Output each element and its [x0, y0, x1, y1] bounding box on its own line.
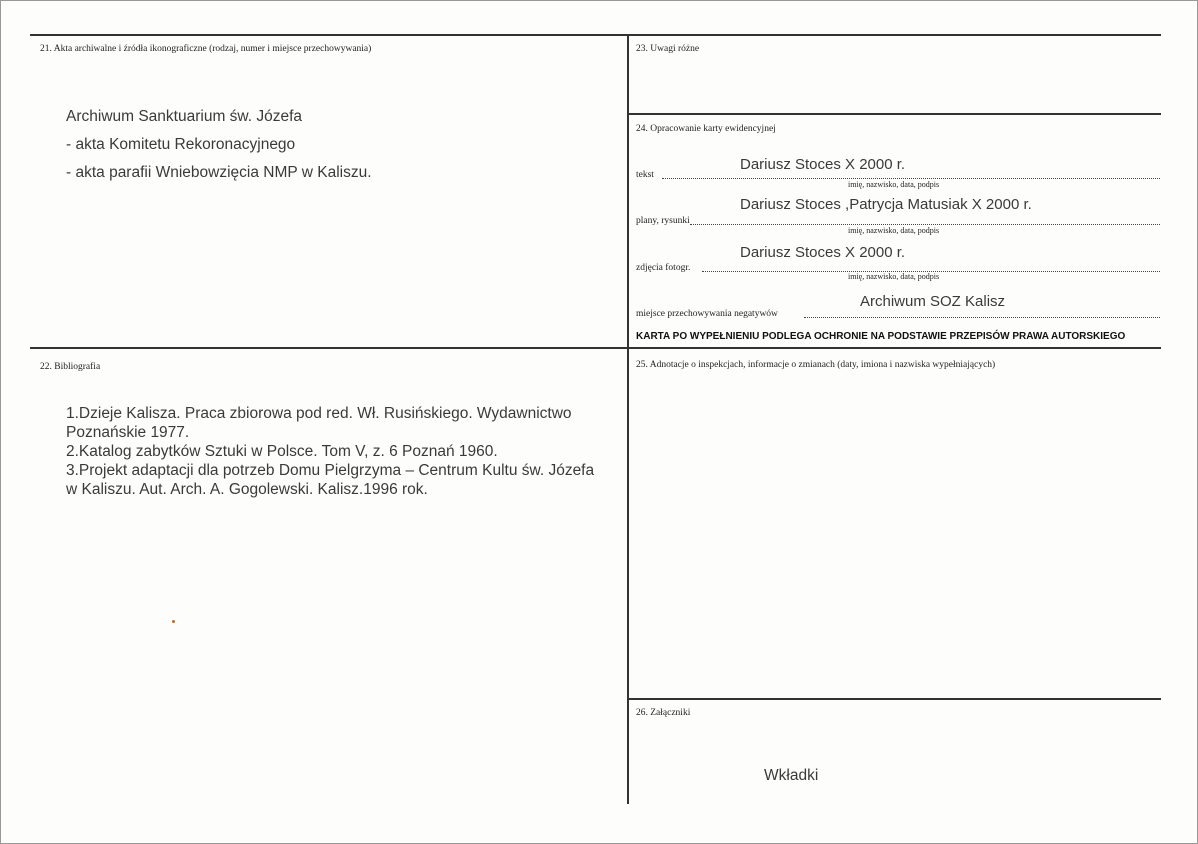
s25-label: 25. Adnotacje o inspekcjach, informacje o zmianach (daty, imiona i nazwiska wypełniających) — [636, 360, 996, 370]
plany-value: Dariusz Stoces ,Patrycja Matusiak X 2000 r. — [740, 196, 1032, 213]
tekst-label: tekst — [636, 170, 654, 180]
bibliography-line-3: 2.Katalog zabytków Sztuki w Polsce. Tom V, z. 6 Poznań 1960. — [66, 443, 498, 460]
zdjecia-value: Dariusz Stoces X 2000 r. — [740, 244, 906, 261]
tekst-caption: imię, nazwisko, data, podpis — [848, 180, 940, 189]
top-border-line — [30, 34, 1161, 36]
ink-speck — [172, 620, 175, 623]
bibliography-list — [66, 404, 594, 499]
s21-line-2: - akta Komitetu Rekoronacyjnego — [66, 136, 296, 153]
s23-label: 23. Uwagi różne — [636, 44, 700, 54]
s21-label: 21. Akta archiwalne i źródła ikonograficzne (rodzaj, numer i miejsce przechowywania) — [40, 44, 372, 54]
bibliography-line-2: Poznańskie 1977. — [66, 424, 190, 441]
s24-label: 24. Opracowanie karty ewidencyjnej — [636, 124, 776, 134]
tekst-dotted-line — [662, 178, 1160, 179]
miejsce-dotted-line — [804, 317, 1160, 318]
middle-border-line — [30, 347, 1161, 349]
s21-line-1: Archiwum Sanktuarium św. Józefa — [66, 108, 303, 125]
miejsce-label: miejsce przechowywania negatywów — [636, 309, 778, 319]
s25-bottom-line — [628, 698, 1161, 700]
s26-value: Wkładki — [764, 767, 819, 784]
copyright-notice: KARTA PO WYPEŁNIENIU PODLEGA OCHRONIE NA PODSTAWIE PRZEPISÓW PRAWA AUTORSKIEGO — [636, 331, 1126, 342]
zdjecia-label: zdjęcia fotogr. — [636, 263, 691, 273]
bibliography-line-4: 3.Projekt adaptacji dla potrzeb Domu Pielgrzyma – Centrum Kultu św. Józefa — [66, 462, 595, 479]
plany-dotted-line — [690, 224, 1160, 225]
bibliography-line-5: w Kaliszu. Aut. Arch. A. Gogolewski. Kalisz.1996 rok. — [66, 481, 428, 498]
bibliography-line-1: 1.Dzieje Kalisza. Praca zbiorowa pod red. Wł. Rusińskiego. Wydawnictwo — [66, 405, 572, 422]
miejsce-value: Archiwum SOZ Kalisz — [860, 293, 1006, 310]
s22-label: 22. Bibliografia — [40, 362, 101, 372]
zdjecia-caption: imię, nazwisko, data, podpis — [848, 272, 940, 281]
s23-bottom-line — [628, 113, 1161, 115]
plany-caption: imię, nazwisko, data, podpis — [848, 226, 940, 235]
s21-line-3: - akta parafii Wniebowzięcia NMP w Kaliszu. — [66, 164, 372, 181]
plany-label: plany, rysunki — [636, 216, 690, 226]
s26-label: 26. Załączniki — [636, 708, 691, 718]
tekst-value: Dariusz Stoces X 2000 r. — [740, 156, 906, 173]
center-divider-line — [627, 34, 629, 804]
